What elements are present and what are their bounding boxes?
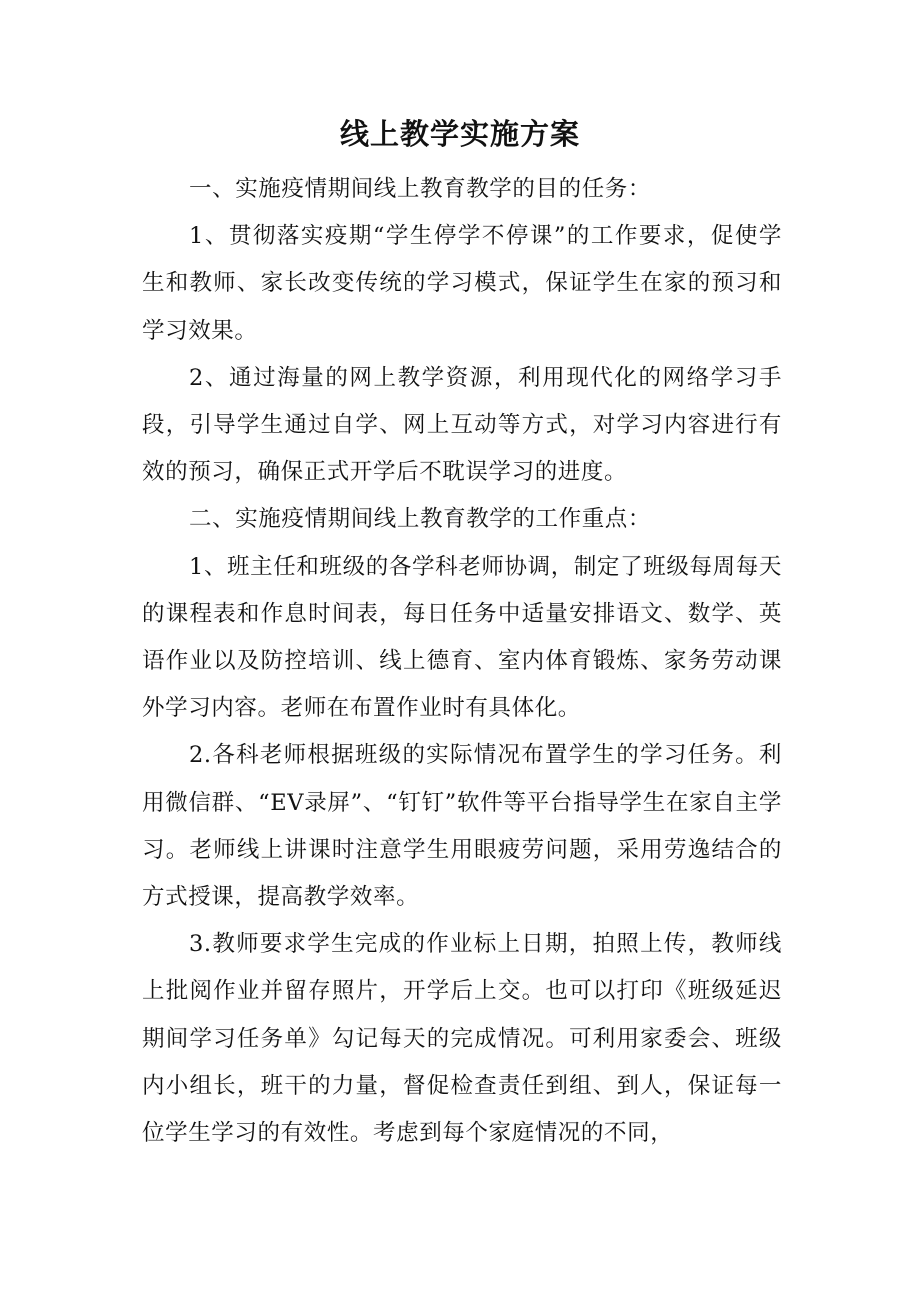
section-heading-2: 二、实施疫情期间线上教育教学的工作重点： [189, 506, 652, 533]
document-title: 线上教学实施方案 [339, 117, 580, 151]
paragraph-2-1: 1、班主任和班级的各学科老师协调，制定了班级每周每天的课程表和作息时间表，每日任务中适量安排语文、数学、英语作业以及防控培训、线上德育、室内体育锻炼、家务劳动课外学习内容。老师在布置作业时有具体化。 [142, 553, 782, 722]
paragraph-2-3: 3.教师要求学生完成的作业标上日期，拍照上传，教师线上批阅作业并留存照片，开学后上交。也可以打印《班级延迟期间学习任务单》勾记每天的完成情况。可利用家委会、班级内小组长，班干的力量，督促检查责任到组、到人，保证每一位学生学习的有效性。考虑到每个家庭情况的不同， [142, 931, 782, 1147]
paragraph-2-2: 2.各科老师根据班级的实际情况布置学生的学习任务。利用微信群、“EV录屏”、“钉钉”软件等平台指导学生在家自主学习。老师线上讲课时注意学生用眼疲劳问题，采用劳逸结合的方式授课，提高教学效率。 [142, 742, 782, 911]
paragraph-1-2: 2、通过海量的网上教学资源，利用现代化的网络学习手段，引导学生通过自学、网上互动等方式，对学习内容进行有效的预习，确保正式开学后不耽误学习的进度。 [142, 364, 782, 486]
section-heading-1: 一、实施疫情期间线上教育教学的目的任务： [189, 176, 652, 202]
paragraph-1-1: 1、贯彻落实疫期“学生停学不停课”的工作要求，促使学生和教师、家长改变传统的学习模式，保证学生在家的预习和学习效果。 [142, 223, 782, 344]
document-body [142, 166, 782, 1157]
